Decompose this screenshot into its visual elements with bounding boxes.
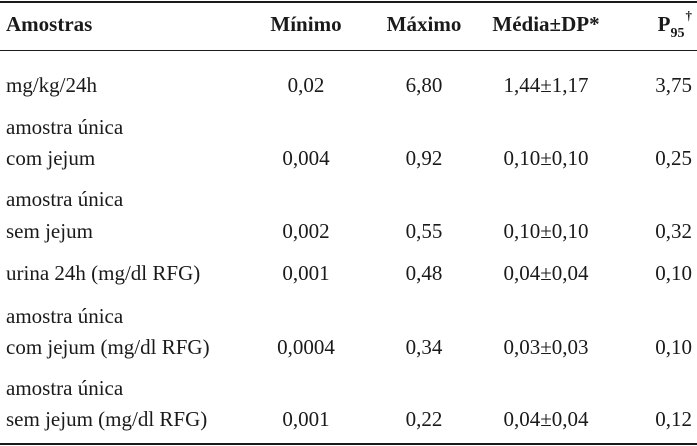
header-rule [0,50,697,51]
cell-minimo: 0,001 [282,261,330,285]
row-label-line2: com jejum [6,146,96,170]
header-p95 [612,8,696,41]
cell-minimo: 0,0004 [277,335,335,359]
row-label: mg/kg/24h [6,73,98,97]
header-p95-dagger: † [685,8,692,23]
cell-maximo: 0,34 [405,335,443,359]
cell-minimo: 0,02 [287,73,325,97]
header-amostras: Amostras [6,12,93,36]
cell-p95: 0,12 [655,407,692,431]
cell-maximo: 6,80 [405,73,443,97]
bottom-rule [0,443,697,445]
cell-media: 0,10±0,10 [503,146,589,170]
header-p95-subscript: 95 [670,26,685,41]
cell-media: 1,44±1,17 [503,73,589,97]
row-label-line1: amostra única [6,376,124,400]
row-label-line1: amostra única [6,115,124,139]
top-rule [0,1,697,3]
cell-minimo: 0,001 [282,407,330,431]
row-label-line2: sem jejum (mg/dl RFG) [6,407,208,431]
cell-maximo: 0,92 [405,146,443,170]
cell-media: 0,04±0,04 [503,261,589,285]
row-label-line1: amostra única [6,304,124,328]
header-media-dp: Média±DP* [492,12,600,36]
cell-media: 0,10±0,10 [503,219,589,243]
header-minimo: Mínimo [270,12,342,36]
row-label: urina 24h (mg/dl RFG) [6,261,201,285]
cell-minimo: 0,002 [282,219,330,243]
header-maximo: Máximo [386,12,462,36]
row-label-line1: amostra única [6,187,124,211]
cell-p95: 3,75 [655,73,692,97]
cell-media: 0,04±0,04 [503,407,589,431]
row-label-line2: com jejum (mg/dl RFG) [6,335,210,359]
cell-maximo: 0,48 [405,261,443,285]
cell-p95: 0,32 [655,219,692,243]
row-label-line2: sem jejum [6,219,93,243]
cell-media: 0,03±0,03 [503,335,589,359]
cell-p95: 0,10 [655,335,692,359]
cell-minimo: 0,004 [282,146,330,170]
cell-maximo: 0,55 [405,219,443,243]
cell-p95: 0,10 [655,261,692,285]
cell-p95: 0,25 [655,146,692,170]
cell-maximo: 0,22 [405,407,443,431]
header-p95-base: P [657,12,671,36]
